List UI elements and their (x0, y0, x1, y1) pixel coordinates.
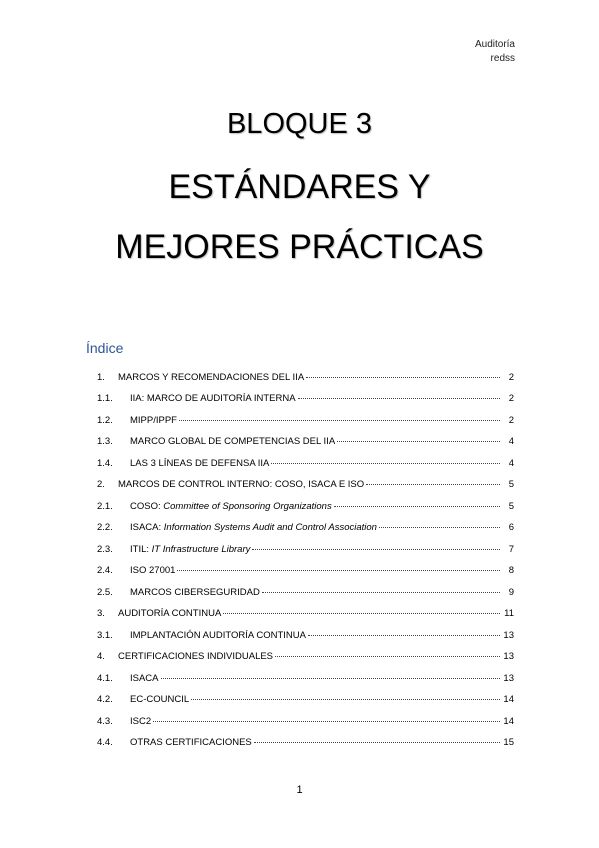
toc-entry[interactable] (97, 598, 514, 620)
toc-entry-number: 2. (97, 479, 105, 490)
toc-entry-number: 1.1. (97, 393, 113, 404)
toc-entry[interactable] (97, 555, 514, 577)
title-line-2: ESTÁNDARES Y (168, 168, 431, 206)
toc-entry-page: 13 (503, 672, 514, 684)
toc-entry-page: 9 (508, 586, 514, 598)
page-header (475, 38, 515, 66)
toc-entry-label-text: CERTIFICACIONES INDIVIDUALES (118, 651, 274, 662)
toc-entry[interactable] (97, 684, 514, 706)
toc-entry-number: 4.1. (97, 672, 113, 684)
toc-entry[interactable] (97, 727, 514, 749)
toc-entry[interactable] (97, 576, 514, 598)
title-line-1: BLOQUE 3 (226, 108, 373, 140)
toc-entry[interactable] (97, 404, 514, 426)
toc-entry-leader (153, 720, 500, 722)
toc-entry-page: 14 (503, 715, 514, 727)
toc-entry-leader (179, 419, 500, 421)
toc-entry[interactable] (97, 469, 514, 491)
toc-entry-label (130, 436, 335, 447)
toc-entry-label-text: ISO 27001 (130, 565, 176, 576)
toc-entry-number: 4.2. (97, 694, 113, 705)
toc-entry-leader (271, 462, 500, 464)
toc-entry-leader (298, 397, 500, 399)
toc-entry-label-text: EC-COUNCIL (130, 694, 190, 705)
toc-entry-leader (379, 526, 500, 528)
toc-entry-number: 1.2. (97, 414, 113, 426)
toc-entry-number: 2.5. (97, 586, 113, 598)
toc-entry-label-text: ITIL: (130, 543, 152, 555)
toc-entry-leader (334, 505, 500, 507)
toc-entry-label-text: MARCOS CIBERSEGURIDAD (130, 586, 260, 598)
title-line-3: MEJORES PRÁCTICAS (115, 228, 484, 266)
toc-entry-leader (254, 741, 500, 743)
toc-entry-number: 2.1. (97, 500, 113, 512)
header-line-1: Auditoría (474, 39, 515, 50)
toc-entry-label (130, 630, 306, 641)
toc-entry-label-italic: Committee of Sponsoring Organizations (163, 500, 332, 512)
toc-entry-leader (262, 591, 500, 593)
toc-entry[interactable] (97, 705, 514, 727)
toc-entry-label-text: COSO: (130, 500, 164, 512)
toc-entry-number: 4. (97, 651, 105, 662)
toc-entry[interactable] (97, 512, 514, 534)
toc-entry-number: 2.2. (97, 522, 113, 533)
toc-entry-label-text: IIA: MARCO DE AUDITORÍA INTERNA (130, 393, 296, 404)
toc-entry[interactable] (97, 447, 514, 469)
toc-entry[interactable] (97, 662, 514, 684)
toc-entry-leader (252, 548, 500, 550)
toc-entry-number: 4.4. (97, 737, 113, 748)
toc-entry-number: 2.3. (97, 543, 113, 555)
toc-entry-label (118, 651, 273, 662)
toc-entry[interactable] (97, 490, 514, 512)
toc-entry-label-text: AUDITORÍA CONTINUA (118, 608, 222, 619)
toc-entry-leader (191, 698, 500, 700)
toc-entry[interactable] (97, 533, 514, 555)
toc-entry-label-text: OTRAS CERTIFICACIONES (130, 737, 252, 748)
toc-entry-label (118, 479, 364, 490)
toc-entry-label (130, 501, 332, 512)
toc-heading: Índice (86, 340, 124, 356)
toc-entry-label (130, 673, 159, 684)
toc-entry-number: 3.1. (97, 629, 113, 641)
toc-entry-page: 4 (508, 457, 514, 469)
toc-entry-leader (337, 440, 500, 442)
toc-entry-label (130, 544, 250, 555)
toc-entry-number: 4.3. (97, 715, 113, 727)
toc-entry-number: 2.4. (97, 565, 113, 576)
toc-entry[interactable] (97, 426, 514, 448)
toc-entry-label (130, 737, 252, 748)
toc-entry-label-text: MARCOS DE CONTROL INTERNO: COSO, ISACA E ISO (118, 479, 365, 490)
toc-entry-label-text: MIPP/IPPF (130, 414, 177, 426)
toc-entry-label-text: ISC2 (130, 715, 152, 727)
toc-entry-page: 11 (504, 608, 514, 619)
toc-entry-label (130, 716, 151, 727)
toc-entry-page: 8 (508, 565, 514, 576)
toc-entry-page: 5 (508, 500, 514, 512)
table-of-contents (97, 361, 514, 748)
toc-entry-page: 14 (503, 694, 514, 705)
toc-entry-number: 3. (97, 608, 105, 619)
toc-entry-label (130, 393, 296, 404)
toc-entry-label (130, 458, 269, 469)
toc-entry-leader (306, 376, 500, 378)
page-number: 1 (296, 784, 303, 796)
toc-entry-label-text: IMPLANTACIÓN AUDITORÍA CONTINUA (130, 629, 306, 641)
toc-entry-leader (308, 634, 500, 636)
toc-entry-label (130, 694, 189, 705)
toc-entry-label-text: ISACA: (130, 522, 164, 533)
toc-entry-page: 2 (508, 371, 514, 383)
toc-entry-page: 2 (508, 414, 514, 426)
toc-entry-number: 1.3. (97, 436, 113, 447)
toc-entry-page: 7 (508, 543, 514, 555)
toc-entry-page: 4 (508, 436, 514, 447)
toc-entry-label (130, 587, 260, 598)
toc-entry-leader (366, 483, 500, 485)
toc-entry-label-text: ISACA (130, 672, 159, 684)
toc-entry-page: 15 (503, 737, 514, 748)
toc-entry-label (118, 608, 221, 619)
toc-entry-label-text: MARCO GLOBAL DE COMPETENCIAS DEL IIA (130, 436, 336, 447)
toc-entry-label (130, 415, 177, 426)
toc-entry-leader (177, 569, 500, 571)
toc-entry-label (130, 522, 377, 533)
toc-entry-page: 13 (503, 629, 514, 641)
toc-entry[interactable] (97, 361, 514, 383)
toc-entry-label-text: MARCOS Y RECOMENDACIONES DEL IIA (118, 371, 305, 383)
header-line-2: redss (490, 53, 515, 64)
toc-entry[interactable] (97, 383, 514, 405)
toc-entry-label (118, 372, 304, 383)
toc-entry-label-text: LAS 3 LÍNEAS DE DEFENSA IIA (130, 457, 270, 469)
toc-entry-page: 5 (508, 479, 514, 490)
toc-entry-page: 13 (503, 651, 514, 662)
toc-entry-page: 2 (508, 393, 514, 404)
toc-entry-number: 1.4. (97, 457, 113, 469)
toc-entry-leader (161, 677, 500, 679)
toc-entry-number: 1. (97, 371, 105, 383)
toc-entry-leader (275, 655, 500, 657)
toc-entry-leader (223, 612, 500, 614)
toc-entry-label-italic: Information Systems Audit and Control Association (163, 522, 377, 533)
toc-entry[interactable] (97, 641, 514, 663)
toc-entry-page: 6 (508, 522, 514, 533)
toc-entry-label (130, 565, 175, 576)
toc-entry[interactable] (97, 619, 514, 641)
toc-entry-label-italic: IT Infrastructure Library (151, 543, 251, 555)
